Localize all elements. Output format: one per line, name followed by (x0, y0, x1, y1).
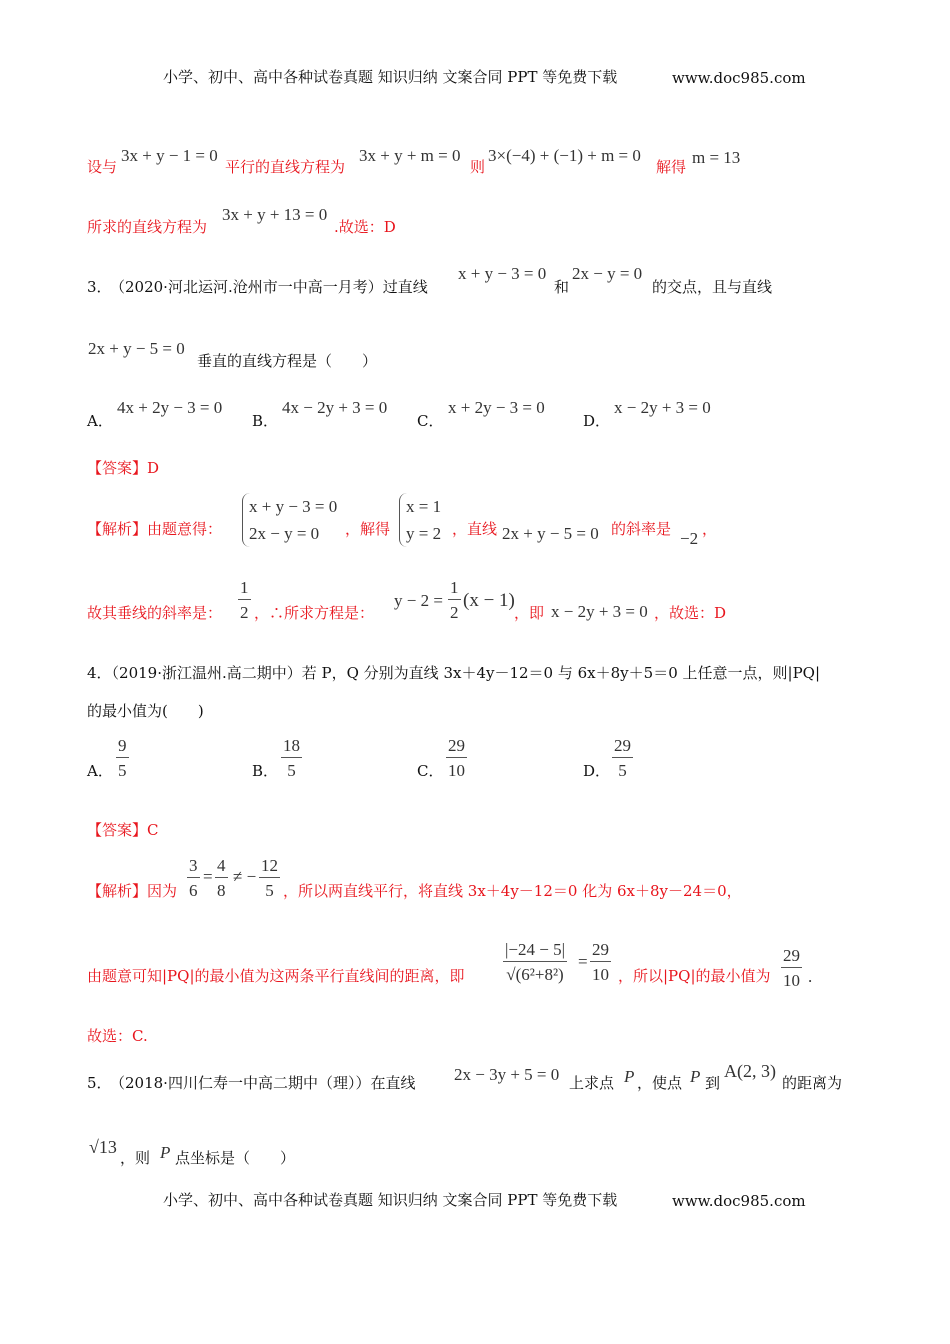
option-fraction: $\frac{29}{5}$ (614, 736, 631, 780)
fraction: $\frac{4}{8}$ (217, 856, 226, 900)
option-label: B． (252, 762, 279, 780)
q3-tail2: 垂直的直线方程是（ ） (197, 352, 378, 370)
q3-tail: 的交点，且与直线 (652, 278, 773, 296)
prev-text: 则 (470, 158, 486, 176)
fraction: $\frac{3}{6}$ (189, 856, 198, 900)
option-label: A． (87, 412, 113, 430)
equation: y = 2 (406, 524, 442, 544)
q5-text: 到 (705, 1074, 721, 1092)
q3-eq-left: y − 2 = (394, 591, 443, 610)
option-fraction: $\frac{9}{5}$ (118, 736, 127, 780)
q4-analysis-label: 【解析】因为 (87, 882, 178, 900)
q5-source: （2018·四川仁寿一中高二期中（理））在直线 (110, 1074, 416, 1092)
q3-eq3: 2x + y − 5 = 0 (88, 339, 185, 358)
fraction: $\frac{1}{2}$ (240, 578, 249, 622)
header-text: 小学、初中、高中各种试卷真题 知识归纳 文案合同 PPT 等免费下载 (163, 68, 618, 86)
prev-text: .故选：D (334, 218, 396, 236)
option-text: x + 2y − 3 = 0 (448, 398, 545, 417)
q5-p: P (160, 1143, 171, 1162)
q3-eq: 2x + y − 5 = 0 (502, 524, 599, 543)
prev-math: m = 13 (692, 148, 741, 167)
prev-math: 3×(−4) + (−1) + m = 0 (488, 146, 641, 165)
period: . (808, 967, 813, 986)
q3-analysis-label: 【解析】由题意得： (87, 520, 223, 538)
q3-comma: ， (702, 520, 718, 538)
footer-text: 小学、初中、高中各种试卷真题 知识归纳 文案合同 PPT 等免费下载 (163, 1191, 618, 1209)
q3-text: ，即 (514, 604, 545, 622)
prev-math: 3x + y − 1 = 0 (121, 146, 218, 165)
q3-eq2: 2x − y = 0 (572, 264, 643, 283)
q3-eq1: x + y − 3 = 0 (458, 264, 547, 283)
equation: x = 1 (406, 497, 442, 516)
prev-text: 所求的直线方程为 (87, 218, 208, 236)
option-text: 4x − 2y + 3 = 0 (282, 398, 388, 417)
distance-fraction: $\frac{|-24 - 5|}{\text{√(6²+8²)}}$ (505, 940, 565, 984)
q3-text: ，直线 (452, 520, 498, 538)
not-equal: ≠ − (233, 867, 257, 886)
option-label: D． (583, 412, 611, 430)
q5-point: A(2, 3) (724, 1061, 776, 1081)
q3-number: 3． (87, 278, 112, 296)
equals: = (203, 867, 213, 886)
prev-text: 设与 (87, 158, 118, 176)
prev-math: 3x + y + m = 0 (359, 146, 461, 165)
q5-text: 点坐标是（ ） (175, 1149, 296, 1167)
option-text: 4x + 2y − 3 = 0 (117, 398, 223, 417)
q3-answer: 【答案】D (87, 459, 160, 477)
q3-text: 故其垂线的斜率是： (87, 604, 223, 622)
option-label: D． (583, 762, 611, 780)
footer-site: www.doc985.com (672, 1192, 806, 1210)
q4-text: 由题意可知|PQ|的最小值为这两条平行直线间的距离，即 (87, 967, 465, 985)
equals: = (578, 952, 588, 971)
q3-result: x − 2y + 3 = 0 (551, 602, 648, 621)
option-label: C． (417, 412, 444, 430)
fraction: $\frac{29}{10}$ (783, 946, 800, 990)
q4-line1: 4．（2019·浙江温州.高二期中）若 P，Q 分别为直线 3x＋4y－12＝0 与 6x＋8y＋5＝0 上任意一点，则|PQ| (87, 664, 821, 682)
option-label: A． (87, 762, 113, 780)
q4-text: ，所以两直线平行，将直线 3x＋4y－12＝0 化为 6x＋8y－24＝0， (283, 882, 742, 900)
option-fraction: $\frac{18}{5}$ (283, 736, 300, 780)
header-site: www.doc985.com (672, 69, 806, 87)
q3-source: （2020·河北运河.沧州市一中高一月考）过直线 (110, 278, 428, 296)
q5-p: P (624, 1067, 635, 1086)
q5-text: ，使点 (637, 1074, 683, 1092)
q3-text: ，故选：D (654, 604, 727, 622)
q4-choose: 故选：C. (87, 1027, 148, 1045)
prev-text: 解得 (656, 158, 687, 176)
q5-eq: 2x − 3y + 5 = 0 (454, 1065, 560, 1084)
option-text: x − 2y + 3 = 0 (614, 398, 711, 417)
system-of-equations (242, 493, 337, 547)
option-label: C． (417, 762, 444, 780)
fraction: $\frac{29}{10}$ (592, 940, 609, 984)
q4-answer: 【答案】C (87, 821, 159, 839)
q5-text: ，则 (120, 1149, 151, 1167)
equation: 2x − y = 0 (249, 524, 320, 544)
q3-solve: ，解得 (345, 520, 391, 538)
q3-slope: −2 (680, 529, 699, 548)
prev-math: 3x + y + 13 = 0 (222, 205, 328, 224)
equation: x + y − 3 = 0 (249, 497, 338, 516)
q5-dist: √13 (89, 1137, 117, 1157)
q3-text: 的斜率是 (611, 520, 672, 538)
q5-text: 上求点 (569, 1074, 615, 1092)
q5-p: P (690, 1067, 701, 1086)
q4-text: ，所以|PQ|的最小值为 (618, 967, 771, 985)
q5-number: 5． (87, 1074, 112, 1092)
fraction: $\frac{1}{2}$ (450, 578, 459, 622)
q5-text: 的距离为 (782, 1074, 843, 1092)
q3-and: 和 (554, 278, 570, 296)
prev-text: 平行的直线方程为 (225, 158, 346, 176)
option-fraction: $\frac{29}{10}$ (448, 736, 465, 780)
q3-text: ，∴所求方程是： (254, 604, 375, 622)
fraction: $\frac{12}{5}$ (261, 856, 278, 900)
solution-system (399, 493, 441, 547)
option-label: B． (252, 412, 279, 430)
q4-line2: 的最小值为( ) (87, 702, 204, 720)
q3-eq-right: (x − 1) (463, 590, 515, 611)
